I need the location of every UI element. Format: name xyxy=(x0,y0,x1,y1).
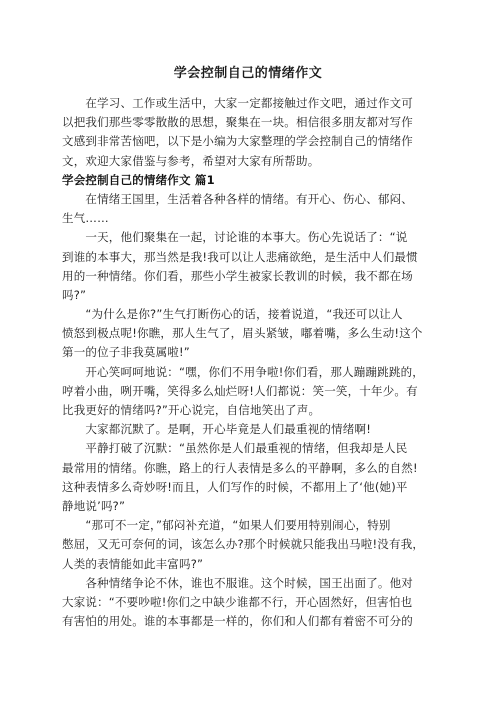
text-line: 比我更好的情绪吗?”开心说完，自信地笑出了声。 xyxy=(62,403,321,417)
text-line: 人类的表情能如此丰富吗?” xyxy=(62,556,204,571)
text-line: 大家都沉默了。是啊，开心毕竟是人们最重视的情绪啊! xyxy=(62,422,372,437)
text-line: “为什么是你?”生气打断伤心的话，接着说道，“我还可以让人 xyxy=(62,307,403,322)
text-line: 在学习、工作或生活中，大家一定都接触过作文吧，通过作文可 xyxy=(62,96,413,110)
text-line: 文感到非常苦恼吧，以下是小编为大家整理的学会控制自己的情绪作 xyxy=(62,134,413,149)
text-line: 静地说’吗?” xyxy=(62,498,126,513)
text-line: 吗?” xyxy=(62,287,87,302)
section-heading: 学会控制自己的情绪作文 篇1 xyxy=(62,172,215,187)
document-body xyxy=(62,94,438,631)
text-line: 平静打破了沉默：“虽然你是人们最重视的情绪，但我却是人民 xyxy=(62,441,408,456)
text-line: 哼着小曲，咧开嘴，笑得多么灿烂呀!人们都说：笑一笑，十年少。有 xyxy=(62,383,418,398)
text-line: 开心笑呵呵地说：“嘿，你们不用争啦!你们看，那人蹦蹦跳跳的， xyxy=(62,364,424,379)
text-line: 愤怒到极点呢!你瞧，那人生气了，眉头紧皱，嘟着嘴，多么生动!这个 xyxy=(62,326,423,341)
text-line: 这种表情多么奇妙呀!而且，人们写作的时候，不都用上了‘他(她)平 xyxy=(62,479,408,494)
text-line: 有害怕的用处。谁的本事都是一样的，你们和人们都有着密不可分的 xyxy=(62,614,413,629)
text-line: 第一的位子非我莫属啦!” xyxy=(62,345,190,360)
text-line: 以把我们那些零零散散的思想，聚集在一块。相信很多朋友都对写作 xyxy=(62,115,413,130)
text-line: 生气…… xyxy=(62,211,109,226)
text-line: 憋屈，又无可奈何的词，该怎么办?那个时候就只能我出马啦!没有我， xyxy=(62,537,425,552)
text-line: 用的一种情绪。你们看，那些小学生被家长教训的时候，我不都在场 xyxy=(62,268,413,283)
text-line: 在情绪王国里，生活着各种各样的情绪。有开心、伤心、郁闷、 xyxy=(62,191,413,206)
text-line: 最常用的情绪。你瞧，路上的行人表情是多么的平静啊，多么的自然! xyxy=(62,460,418,475)
text-line: 一天，他们聚集在一起，讨论谁的本事大。伤心先说话了：“说 xyxy=(62,230,408,245)
text-line: 文，欢迎大家借鉴与参考，希望对大家有所帮助。 xyxy=(62,153,320,168)
text-line: 各种情绪争论不休，谁也不服谁。这个时候，国王出面了。他对 xyxy=(62,575,413,590)
text-line: 大家说：“不要吵啦!你们之中缺少谁都不行，开心固然好，但害怕也 xyxy=(62,594,413,609)
text-line: “那可不一定，”郁闷补充道，“如果人们要用特别闹心，特别 xyxy=(62,518,391,533)
text-line: 到谁的本事大，那当然是我!我可以让人悲痛欲绝，是生活中人们最惯 xyxy=(62,249,418,264)
document-title: 学会控制自己的情绪作文 xyxy=(173,66,323,81)
